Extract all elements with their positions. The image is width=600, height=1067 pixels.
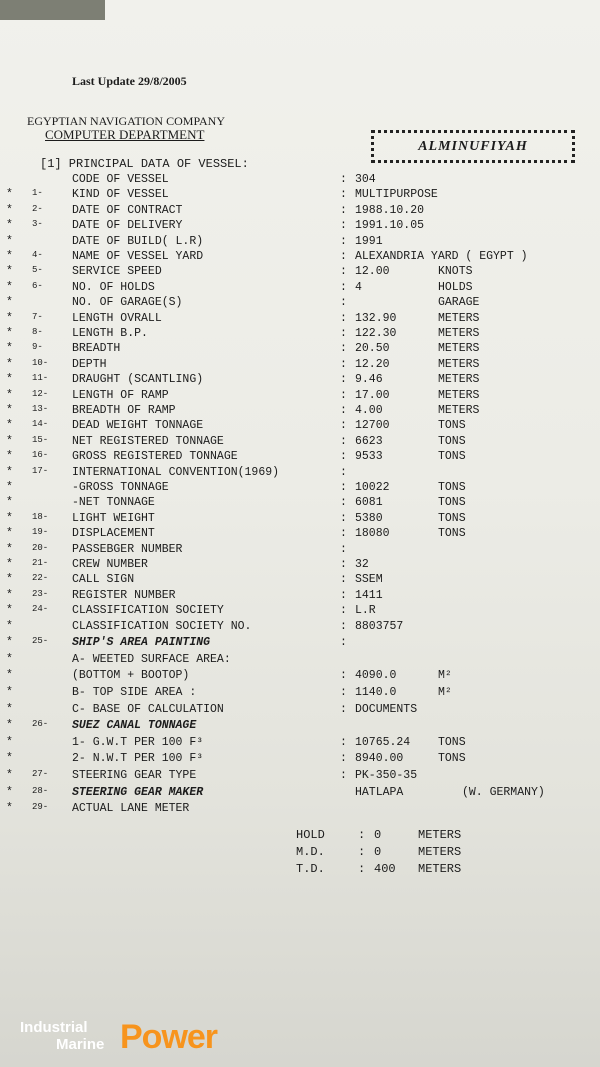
row-label: BREADTH	[72, 342, 121, 356]
data-row	[0, 573, 600, 588]
row-label: 2- N.W.T PER 100 F³	[72, 752, 204, 766]
row-star: *	[6, 434, 13, 448]
data-row	[0, 496, 600, 511]
row-label: DATE OF CONTRACT	[72, 203, 183, 217]
row-value: 1988.10.20	[355, 203, 425, 217]
row-colon: :	[340, 558, 347, 571]
lane-label: M.D.	[296, 845, 325, 859]
row-value: 32	[355, 558, 369, 571]
row-star: *	[6, 719, 13, 733]
row-unit: TONS	[438, 511, 466, 525]
row-label: (BOTTOM + BOOTOP)	[72, 669, 190, 683]
row-label: DEAD WEIGHT TONNAGE	[72, 419, 204, 433]
row-num: 23-	[32, 588, 49, 599]
row-num: 27-	[32, 769, 49, 779]
data-row	[0, 481, 600, 496]
row-value: 1140.0	[355, 686, 397, 699]
row-num: 17-	[32, 465, 49, 476]
data-row	[0, 686, 600, 701]
row-value: 6623	[355, 434, 383, 448]
lane-unit: METERS	[418, 828, 462, 842]
data-row	[0, 281, 600, 296]
row-colon: :	[340, 686, 347, 699]
department-name: COMPUTER DEPARTMENT	[45, 127, 205, 142]
row-colon: :	[340, 604, 347, 618]
row-unit: M²	[438, 686, 452, 699]
row-label: DATE OF BUILD( L.R)	[72, 234, 204, 248]
row-num: 12-	[32, 388, 49, 399]
row-star: *	[6, 619, 13, 633]
row-colon: :	[340, 373, 347, 387]
data-row	[0, 736, 600, 751]
data-row	[0, 786, 600, 801]
row-unit: METERS	[438, 373, 480, 387]
row-colon: :	[340, 496, 347, 510]
row-value: 12.00	[355, 265, 390, 279]
lane-colon: :	[358, 862, 366, 876]
row-unit: TONS	[438, 419, 466, 433]
lane-colon: :	[358, 845, 366, 859]
row-unit: TONS	[438, 735, 466, 749]
row-star: *	[6, 280, 13, 294]
row-label: CALL SIGN	[72, 573, 135, 587]
row-num: 16-	[32, 450, 49, 461]
row-value: ALEXANDRIA YARD ( EGYPT )	[355, 250, 528, 263]
row-num: 15-	[32, 434, 49, 445]
row-num: 29-	[32, 802, 49, 813]
row-label: NO. OF HOLDS	[72, 280, 155, 294]
data-row	[0, 173, 600, 188]
row-colon: :	[340, 296, 347, 310]
row-num: 5-	[32, 265, 43, 276]
row-star: *	[6, 542, 13, 556]
row-unit: METERS	[438, 357, 480, 371]
watermark-line1: Industrial	[20, 1019, 88, 1036]
row-star: *	[6, 686, 13, 699]
row-value: PK-350-35	[355, 769, 418, 782]
row-num: 19-	[32, 527, 49, 538]
lane-label: T.D.	[296, 862, 325, 876]
row-label: LENGTH OF RAMP	[72, 388, 169, 402]
row-unit: TONS	[438, 527, 466, 541]
row-star: *	[6, 265, 13, 279]
row-label: STEERING GEAR MAKER	[72, 785, 204, 799]
row-unit: METERS	[438, 388, 480, 402]
row-unit: HOLDS	[438, 280, 473, 294]
row-colon: :	[340, 250, 347, 263]
row-star: *	[6, 342, 13, 356]
row-star: *	[6, 234, 13, 248]
row-colon: :	[340, 542, 347, 556]
row-unit: TONS	[438, 496, 466, 510]
row-label: -GROSS TONNAGE	[72, 481, 169, 494]
row-unit: GARAGE	[438, 296, 480, 310]
row-star: *	[6, 511, 13, 525]
row-value: 8940.00	[355, 752, 404, 766]
row-colon: :	[340, 419, 347, 433]
data-row	[0, 636, 600, 651]
row-num: 20-	[32, 542, 49, 553]
row-label: SERVICE SPEED	[72, 265, 162, 279]
row-value: 5380	[355, 511, 383, 525]
data-row	[0, 204, 600, 219]
row-num: 25-	[32, 636, 49, 647]
row-star: *	[6, 785, 13, 799]
row-colon: :	[340, 188, 347, 202]
row-unit: M²	[438, 669, 452, 683]
data-row	[0, 604, 600, 619]
row-value: 9533	[355, 450, 383, 464]
watermark-power: Power	[120, 1018, 218, 1056]
data-row	[0, 219, 600, 234]
row-colon: :	[340, 769, 347, 782]
row-star: *	[6, 588, 13, 602]
row-star: *	[6, 558, 13, 571]
data-row	[0, 719, 600, 734]
data-row	[0, 358, 600, 373]
row-star: *	[6, 311, 13, 325]
data-row	[0, 327, 600, 342]
lane-value: 0	[374, 828, 382, 842]
row-num: 14-	[32, 419, 49, 430]
row-unit: METERS	[438, 327, 480, 340]
row-label: GROSS REGISTERED TONNAGE	[72, 450, 238, 464]
row-num: 22-	[32, 573, 49, 584]
row-colon: :	[340, 511, 347, 525]
row-value: 1991	[355, 234, 383, 248]
data-row	[0, 435, 600, 450]
row-value: 9.46	[355, 373, 383, 387]
row-label: KIND OF VESSEL	[72, 188, 169, 202]
row-value: 6081	[355, 496, 383, 510]
row-value: 12700	[355, 419, 390, 433]
watermark-line2: Marine	[56, 1036, 105, 1053]
row-colon: :	[340, 450, 347, 464]
row-star: *	[6, 636, 13, 650]
row-label: DATE OF DELIVERY	[72, 219, 183, 233]
dark-corner	[0, 0, 105, 20]
data-row	[0, 653, 600, 668]
vessel-name-box	[371, 130, 575, 163]
row-label: CLASSIFICATION SOCIETY	[72, 604, 224, 618]
row-label: NO. OF GARAGE(S)	[72, 296, 183, 310]
row-star: *	[6, 219, 13, 233]
data-row	[0, 188, 600, 203]
row-value: DOCUMENTS	[355, 702, 418, 716]
data-row	[0, 419, 600, 434]
data-row	[0, 703, 600, 718]
data-row	[0, 620, 600, 635]
row-label: NAME OF VESSEL YARD	[72, 250, 204, 263]
row-unit: METERS	[438, 342, 480, 356]
data-row	[0, 769, 600, 784]
data-row	[0, 342, 600, 357]
row-label: DRAUGHT (SCANTLING)	[72, 373, 204, 387]
row-unit: TONS	[438, 434, 466, 448]
lane-colon: :	[358, 828, 366, 842]
row-label: -NET TONNAGE	[72, 496, 155, 510]
row-value: 4090.0	[355, 669, 397, 683]
data-row	[0, 669, 600, 684]
row-label: ACTUAL LANE METER	[72, 802, 190, 816]
vessel-name: ALMINUFIYAH	[418, 138, 528, 154]
data-row	[0, 450, 600, 465]
row-colon: :	[340, 527, 347, 541]
row-colon: :	[340, 203, 347, 217]
row-star: *	[6, 188, 13, 202]
data-row	[0, 250, 600, 265]
row-star: *	[6, 652, 13, 666]
row-value: 122.30	[355, 327, 397, 340]
row-star: *	[6, 573, 13, 587]
lane-unit: METERS	[418, 862, 462, 876]
row-unit: TONS	[438, 752, 466, 766]
row-colon: :	[340, 619, 347, 633]
row-star: *	[6, 802, 13, 816]
row-label: DISPLACEMENT	[72, 527, 155, 541]
row-colon: :	[340, 388, 347, 402]
row-colon: :	[340, 481, 347, 494]
row-value: 10765.24	[355, 735, 411, 749]
lane-unit: METERS	[418, 845, 462, 859]
row-value: 304	[355, 173, 376, 186]
row-value: 1991.10.05	[355, 219, 425, 233]
row-value: 4	[355, 280, 362, 294]
row-label: NET REGISTERED TONNAGE	[72, 434, 224, 448]
row-star: *	[6, 527, 13, 541]
row-star: *	[6, 769, 13, 782]
row-colon: :	[340, 234, 347, 248]
row-value: 132.90	[355, 311, 397, 325]
row-value: 8803757	[355, 619, 404, 633]
row-label: BREADTH OF RAMP	[72, 404, 176, 417]
row-num: 7-	[32, 311, 43, 322]
row-colon: :	[340, 434, 347, 448]
row-label: CLASSIFICATION SOCIETY NO.	[72, 619, 252, 633]
section-title: [1] PRINCIPAL DATA OF VESSEL:	[40, 157, 249, 171]
row-star: *	[6, 203, 13, 217]
row-star: *	[6, 357, 13, 371]
row-num: 26-	[32, 719, 49, 730]
row-colon: :	[340, 573, 347, 587]
row-value: MULTIPURPOSE	[355, 188, 438, 202]
row-label: DEPTH	[72, 357, 107, 371]
row-unit: METERS	[438, 404, 480, 417]
data-row	[0, 466, 600, 481]
row-num: 18-	[32, 511, 49, 522]
row-label: SHIP'S AREA PAINTING	[72, 636, 211, 650]
row-star: *	[6, 752, 13, 766]
row-label: A- WEETED SURFACE AREA:	[72, 652, 231, 666]
row-value: 18080	[355, 527, 390, 541]
row-colon: :	[340, 173, 347, 186]
row-star: *	[6, 404, 13, 417]
row-colon: :	[340, 735, 347, 749]
row-num: 10-	[32, 357, 49, 368]
row-label: LIGHT WEIGHT	[72, 511, 155, 525]
row-colon: :	[340, 280, 347, 294]
row-star: *	[6, 327, 13, 340]
row-label: INTERNATIONAL CONVENTION(1969)	[72, 465, 280, 479]
row-value: 12.20	[355, 357, 390, 371]
row-label: 1- G.W.T PER 100 F³	[72, 735, 204, 749]
row-label: SUEZ CANAL TONNAGE	[72, 719, 197, 733]
row-unit: METERS	[438, 311, 480, 325]
row-unit: TONS	[438, 481, 466, 494]
row-star: *	[6, 481, 13, 494]
row-star: *	[6, 465, 13, 479]
data-row	[0, 802, 600, 817]
row-label: REGISTER NUMBER	[72, 588, 176, 602]
row-label: C- BASE OF CALCULATION	[72, 702, 224, 716]
row-colon: :	[340, 342, 347, 356]
row-colon: :	[340, 636, 347, 650]
row-star: *	[6, 702, 13, 716]
row-colon: :	[340, 702, 347, 716]
row-label: LENGTH OVRALL	[72, 311, 162, 325]
row-label: PASSEBGER NUMBER	[72, 542, 183, 556]
row-colon: :	[340, 311, 347, 325]
data-row	[0, 752, 600, 767]
last-update-text: Last Update 29/8/2005	[72, 74, 187, 88]
row-unit: TONS	[438, 450, 466, 464]
row-num: 13-	[32, 404, 49, 414]
row-value: L.R	[355, 604, 376, 618]
row-colon: :	[340, 219, 347, 233]
row-value: 4.00	[355, 404, 383, 417]
lane-value: 400	[374, 862, 396, 876]
row-value: 17.00	[355, 388, 390, 402]
row-label: CODE OF VESSEL	[72, 173, 169, 186]
row-num: 4-	[32, 250, 43, 260]
row-colon: :	[340, 327, 347, 340]
data-row	[0, 235, 600, 250]
row-star: *	[6, 450, 13, 464]
row-label: STEERING GEAR TYPE	[72, 769, 197, 782]
row-star: *	[6, 604, 13, 618]
data-row	[0, 373, 600, 388]
row-star: *	[6, 419, 13, 433]
row-star: *	[6, 250, 13, 263]
data-row	[0, 527, 600, 542]
data-row	[0, 589, 600, 604]
row-num: 9-	[32, 342, 43, 353]
company-name: EGYPTIAN NAVIGATION COMPANY	[27, 114, 226, 128]
data-row	[0, 265, 600, 280]
lane-value: 0	[374, 845, 382, 859]
row-unit: KNOTS	[438, 265, 473, 279]
row-colon: :	[340, 404, 347, 417]
row-star: *	[6, 669, 13, 683]
row-num: 11-	[32, 373, 49, 384]
row-num: 8-	[32, 327, 43, 337]
data-row	[0, 543, 600, 558]
row-star: *	[6, 373, 13, 387]
row-value: 1411	[355, 588, 383, 602]
row-label: CREW NUMBER	[72, 558, 148, 571]
row-star: *	[6, 388, 13, 402]
data-row	[0, 389, 600, 404]
data-row	[0, 558, 600, 573]
row-colon: :	[340, 752, 347, 766]
row-colon: :	[340, 588, 347, 602]
row-value: 10022	[355, 481, 390, 494]
row-star: *	[6, 735, 13, 749]
data-row	[0, 512, 600, 527]
row-num: 28-	[32, 785, 49, 796]
lane-label: HOLD	[296, 828, 325, 842]
row-num: 2-	[32, 203, 43, 214]
data-row	[0, 312, 600, 327]
data-row	[0, 296, 600, 311]
row-colon: :	[340, 265, 347, 279]
row-unit: (W. GERMANY)	[462, 785, 545, 799]
row-value: HATLAPA	[355, 785, 404, 799]
row-num: 6-	[32, 280, 43, 291]
row-num: 3-	[32, 219, 43, 230]
row-num: 24-	[32, 604, 49, 615]
row-label: LENGTH B.P.	[72, 327, 148, 340]
row-colon: :	[340, 465, 347, 479]
row-star: *	[6, 496, 13, 510]
row-num: 1-	[32, 188, 43, 199]
row-label: B- TOP SIDE AREA :	[72, 686, 197, 699]
row-star: *	[6, 296, 13, 310]
data-row	[0, 404, 600, 419]
row-value: SSEM	[355, 573, 383, 587]
row-num: 21-	[32, 558, 49, 568]
row-value: 20.50	[355, 342, 390, 356]
row-colon: :	[340, 669, 347, 683]
row-colon: :	[340, 357, 347, 371]
